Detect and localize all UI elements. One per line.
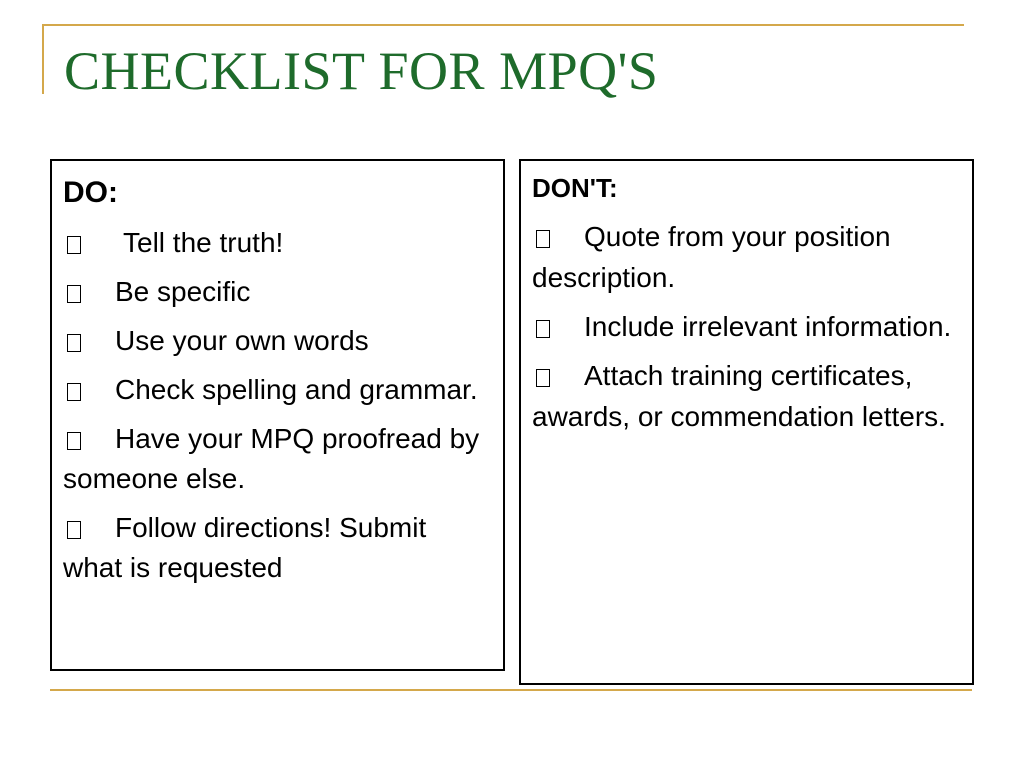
box-bullet-icon xyxy=(67,334,81,352)
box-bullet-icon xyxy=(536,320,550,338)
top-accent-rule xyxy=(42,24,964,26)
do-item-text: Tell the truth! xyxy=(123,227,284,258)
do-list xyxy=(63,223,493,588)
do-item-text: Be specific xyxy=(115,276,251,307)
left-accent-rule xyxy=(42,24,44,94)
box-bullet-icon xyxy=(67,432,81,450)
box-bullet-icon xyxy=(67,236,81,254)
bottom-accent-rule xyxy=(50,689,972,691)
dont-item-text: Quote from your position description. xyxy=(532,221,891,294)
do-list-item xyxy=(63,370,493,410)
dont-heading: DON'T: xyxy=(532,173,618,203)
box-bullet-icon xyxy=(67,521,81,539)
do-item-text: Check spelling and grammar. xyxy=(115,374,478,405)
do-list-item xyxy=(63,272,493,312)
dont-list xyxy=(532,216,962,437)
do-list-item xyxy=(63,419,493,499)
box-bullet-icon xyxy=(67,383,81,401)
dont-list-item xyxy=(532,355,962,437)
do-box xyxy=(50,159,505,671)
dont-item-text: Include irrelevant information. xyxy=(584,311,952,343)
dont-list-item xyxy=(532,216,962,298)
do-list-item xyxy=(63,508,493,588)
dont-list-item xyxy=(532,306,962,347)
do-item-text: Have your MPQ proofread by someone else. xyxy=(63,423,480,494)
slide-title: CHECKLIST FOR MPQ'S xyxy=(64,41,659,101)
box-bullet-icon xyxy=(67,285,81,303)
do-list-item xyxy=(63,223,493,263)
do-item-text: Follow directions! Submit what is requested xyxy=(63,512,427,583)
do-list-item xyxy=(63,321,493,361)
do-heading: DO: xyxy=(63,176,118,209)
dont-box xyxy=(519,159,974,685)
dont-item-text: Attach training certificates, awards, or commendation letters. xyxy=(532,360,946,433)
box-bullet-icon xyxy=(536,369,550,387)
do-item-text: Use your own words xyxy=(115,325,369,356)
box-bullet-icon xyxy=(536,230,550,248)
